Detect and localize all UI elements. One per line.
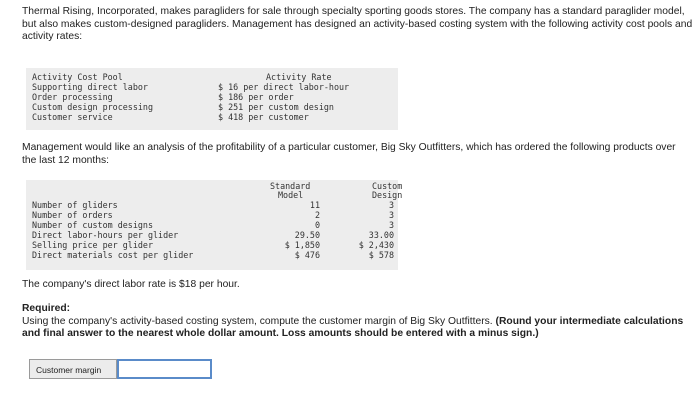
standard-value: $ 476 [294,250,320,260]
pool-header: Activity Cost Pool [32,72,123,82]
standard-value: $ 1,850 [284,240,320,250]
standard-value: 29.50 [294,230,320,240]
row-label: Number of gliders [32,200,118,210]
required-text: Using the company's activity-based costing system, compute the customer margin of Big Sky Outfitters. [22,315,493,327]
analysis-text: Management would like an analysis of the profitability of a particular customer, Big Sky Outfitters, which has ordered the following products over the last 12 months: [22,142,676,166]
customer-margin-label: Customer margin [29,359,117,379]
standard-value: 0 [314,220,320,230]
row-label: Number of custom designs [32,220,154,230]
required-title: Required: [22,303,71,314]
intro-text: Thermal Rising, Incorporated, makes paragliders for sale through specialty sporting goods stores. The company has a standard paraglider model, but also makes custom-designed paragliders. Management has designed an activity-based costing system with the following activity cost pools and activity rates: [22,6,693,43]
standard-header-line1: Standard [270,181,311,191]
rate-cell: $ 418 per customer [218,112,309,122]
required-section [22,303,692,341]
custom-header-line1: Custom [372,181,403,191]
pool-cell: Supporting direct labor [32,82,148,92]
rate-header: Activity Rate [266,72,332,82]
activity-rates-table [26,68,398,130]
rounding-note: (Round your intermediate calculations and final answer to the nearest whole dollar amount. Loss amounts should be entered with a minus sign.) [22,315,684,340]
row-label: Direct labor-hours per glider [32,230,179,240]
custom-value: $ 2,430 [358,240,394,250]
custom-value: $ 578 [368,250,394,260]
custom-header-line2: Design [372,190,403,200]
labor-rate-text: The company's direct labor rate is $18 per hour. [22,279,240,290]
custom-value: 3 [388,200,394,210]
pool-cell: Custom design processing [32,102,154,112]
custom-value: 3 [388,220,394,230]
rate-cell: $ 16 per direct labor-hour [218,82,350,92]
customer-margin-input[interactable] [117,359,212,379]
row-label: Direct materials cost per glider [32,250,194,260]
custom-value: 3 [388,210,394,220]
pool-cell: Order processing [32,92,113,102]
row-label: Selling price per glider [32,240,154,250]
custom-value: 33.00 [368,230,394,240]
required-instructions [22,316,692,341]
standard-value: 11 [309,200,320,210]
standard-header-line2: Model [278,190,304,200]
customer-data-table [26,180,403,270]
rate-cell: $ 186 per order [218,92,294,102]
pool-cell: Customer service [32,112,113,122]
standard-value: 2 [314,210,320,220]
rate-cell: $ 251 per custom design [218,102,334,112]
row-label: Number of orders [32,210,113,220]
